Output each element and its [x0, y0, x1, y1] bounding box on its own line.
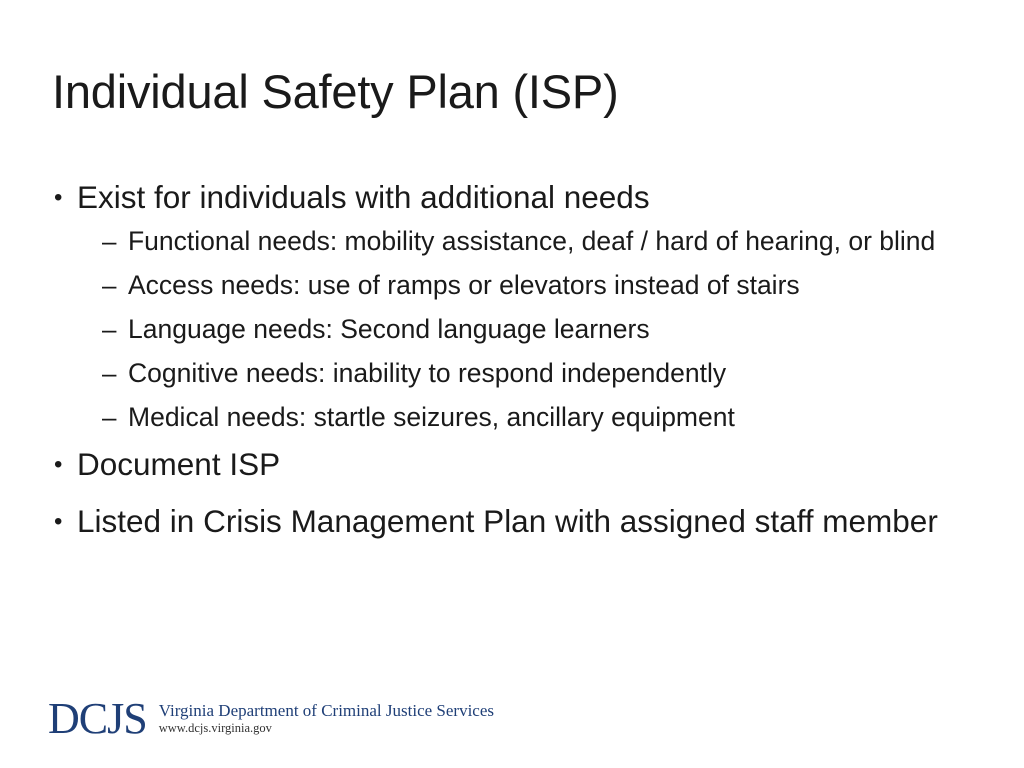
sub-bullet-item: [52, 399, 982, 436]
sub-bullet-marker: –: [102, 358, 117, 388]
sub-bullet-text: Language needs: Second language learners: [128, 314, 650, 344]
sub-bullet-item: [52, 223, 982, 260]
sub-bullet-text: Access needs: use of ramps or elevators instead of stairs: [128, 270, 800, 300]
agency-name: Virginia Department of Criminal Justice Services: [158, 701, 494, 720]
slide-content: [52, 176, 982, 543]
bullet-item: [52, 500, 982, 543]
dcjs-footer-logo: [48, 695, 494, 743]
sub-bullet-list: [52, 223, 982, 436]
bullet-text: Exist for individuals with additional needs: [77, 179, 650, 215]
bullet-marker: •: [54, 508, 63, 535]
bullet-marker: •: [54, 451, 63, 478]
bullet-text: Document ISP: [77, 446, 281, 482]
agency-url: www.dcjs.virginia.gov: [158, 721, 272, 735]
sub-bullet-marker: –: [102, 226, 117, 256]
bullet-item: [52, 443, 982, 486]
agency-identity: [159, 702, 494, 736]
sub-bullet-marker: –: [102, 402, 117, 432]
sub-bullet-item: [52, 311, 982, 348]
sub-bullet-text: Medical needs: startle seizures, ancillary equipment: [128, 402, 735, 432]
sub-bullet-item: [52, 267, 982, 304]
sub-bullet-item: [52, 355, 982, 392]
dcjs-logo-mark: DCJS: [48, 694, 147, 743]
bullet-item: [52, 176, 982, 219]
sub-bullet-text: Cognitive needs: inability to respond independently: [128, 358, 727, 388]
sub-bullet-marker: –: [102, 314, 117, 344]
sub-bullet-text: Functional needs: mobility assistance, deaf / hard of hearing, or blind: [128, 226, 936, 256]
sub-bullet-marker: –: [102, 270, 117, 300]
slide-title: Individual Safety Plan (ISP): [52, 65, 619, 118]
bullet-marker: •: [54, 184, 63, 211]
bullet-text: Listed in Crisis Management Plan with assigned staff member: [77, 503, 938, 539]
